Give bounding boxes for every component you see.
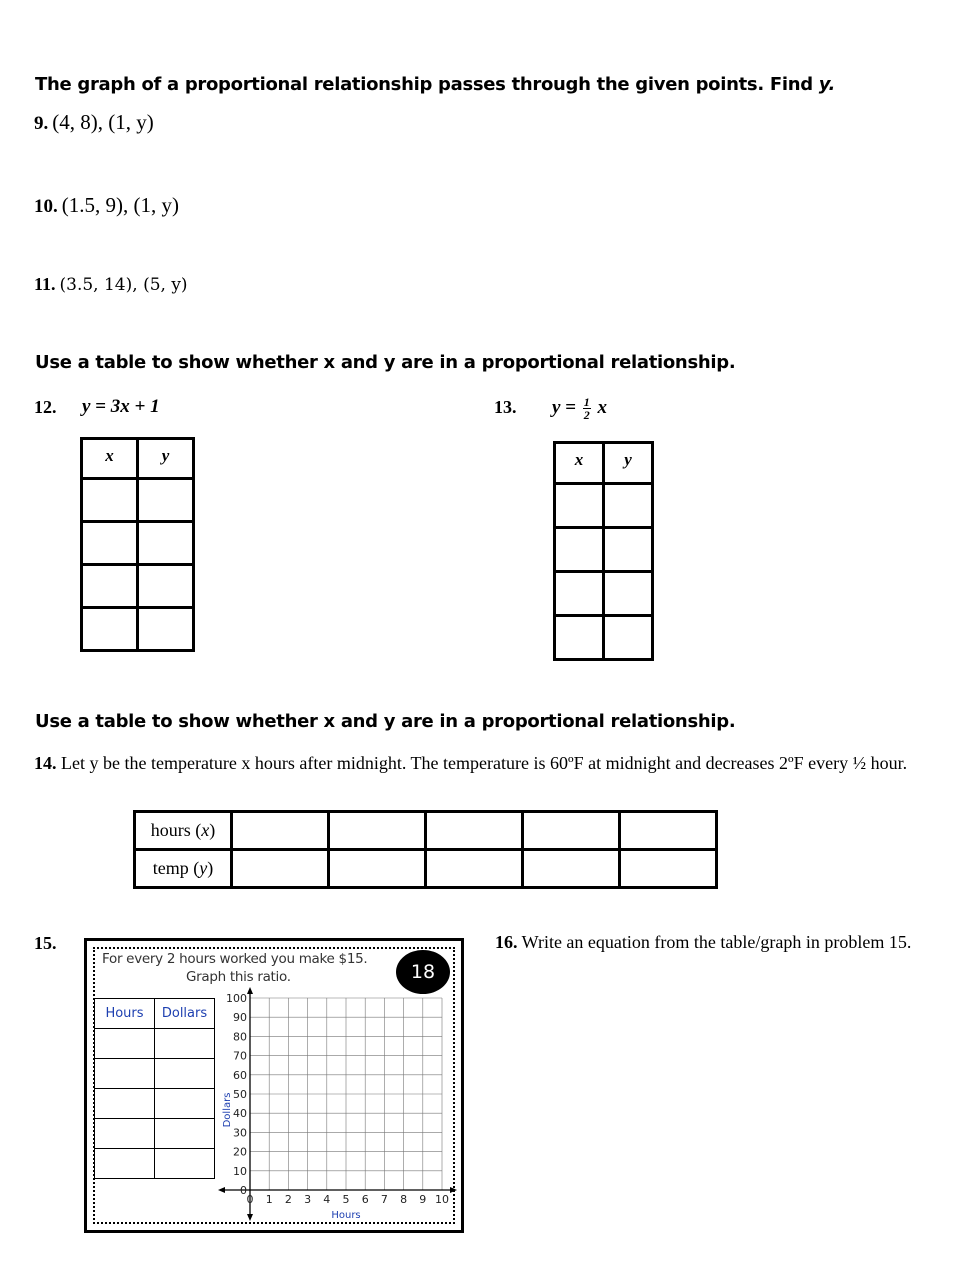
table-cell[interactable] [138, 608, 194, 651]
problem-12-table [80, 437, 195, 652]
problem-12-number: 12. [34, 397, 57, 417]
y-tick-label: 90 [233, 1011, 247, 1025]
worksheet-title-line2: Graph this ratio. [186, 969, 291, 985]
grid-lines [250, 998, 442, 1190]
problem-9-number: 9. [34, 113, 49, 134]
x-tick-label: 0 [246, 1193, 254, 1206]
table-cell[interactable] [620, 850, 717, 888]
problem-13-fraction [583, 396, 591, 421]
x-tick-label: 5 [342, 1193, 350, 1206]
x-tick-label: 10 [435, 1193, 449, 1206]
y-axis-arrow-up-icon [247, 987, 253, 994]
problem-14-text: Let y be the temperature x hours after midnight. The temperature is 60ºF at midnight and decreases 2ºF every ½ hour. [56, 753, 908, 773]
y-tick-label: 10 [233, 1164, 247, 1178]
table-cell[interactable] [155, 1149, 215, 1179]
temp-row-label [135, 850, 232, 888]
hours-label-close: ) [209, 820, 216, 840]
x-tick-label: 9 [419, 1193, 427, 1206]
table-cell[interactable] [82, 565, 138, 608]
table-cell[interactable] [95, 1089, 155, 1119]
table-cell[interactable] [138, 565, 194, 608]
table-cell[interactable] [555, 484, 604, 528]
section1-heading-text: The graph of a proportional relationship passes through the given points. Find [35, 74, 819, 95]
dollars-header: Dollars [155, 999, 215, 1029]
table-cell[interactable] [155, 1089, 215, 1119]
problem-11 [34, 274, 188, 295]
x-axis-label: Hours [331, 1210, 361, 1221]
table-cell[interactable] [138, 522, 194, 565]
problem-16 [495, 932, 911, 953]
y-tick-label: 0 [240, 1184, 247, 1197]
table-cell[interactable] [604, 616, 653, 660]
table-cell[interactable] [155, 1029, 215, 1059]
problem-16-text: Write an equation from the table/graph in problem 15. [517, 932, 912, 952]
table-cell[interactable] [232, 850, 329, 888]
problem-11-number: 11. [34, 274, 56, 294]
y-axis-arrow-down-icon [247, 1214, 253, 1221]
table-cell[interactable] [232, 812, 329, 850]
problem-15-number: 15. [34, 933, 57, 953]
problem-13-header-x: x [555, 443, 604, 484]
y-tick-label: 50 [233, 1088, 247, 1101]
problem-10 [34, 193, 179, 218]
section1-heading-var: y. [818, 74, 836, 95]
x-tick-label: 8 [400, 1193, 408, 1206]
problem-14-table [133, 810, 718, 889]
problem-14 [34, 751, 934, 775]
section2-heading: Use a table to show whether x and y are in a proportional relationship. [35, 352, 736, 373]
table-cell[interactable] [604, 528, 653, 572]
coordinate-grid[interactable] [214, 985, 458, 1225]
x-tick-label: 2 [284, 1193, 292, 1206]
y-tick-label: 100 [226, 992, 247, 1005]
table-cell[interactable] [426, 812, 523, 850]
temp-label-text: temp ( [152, 858, 200, 878]
problem-9 [34, 110, 154, 135]
table-cell[interactable] [138, 479, 194, 522]
hours-label-text: hours ( [150, 820, 202, 840]
problem-14-number: 14. [34, 753, 57, 773]
y-tick-label: 70 [233, 1049, 247, 1063]
table-cell[interactable] [555, 528, 604, 572]
problem-13-table [553, 441, 654, 661]
problem-12-header-x: x [82, 439, 138, 479]
worksheet-number-badge: 18 [396, 950, 450, 994]
hours-label-var: x [201, 820, 210, 840]
problem-13-eq-rhs: x [597, 396, 608, 418]
problem-12-header-y: y [138, 439, 194, 479]
y-tick-label: 80 [233, 1030, 247, 1044]
hours-row-label [135, 812, 232, 850]
y-tick-label: 40 [233, 1107, 247, 1121]
problem-10-number: 10. [34, 196, 58, 217]
table-cell[interactable] [329, 850, 426, 888]
y-tick-label: 60 [233, 1068, 247, 1082]
table-cell[interactable] [82, 608, 138, 651]
x-tick-label: 7 [380, 1193, 388, 1206]
hours-dollars-table [94, 998, 215, 1179]
problem-13-frac-den: 2 [583, 408, 590, 422]
problem-13-number: 13. [494, 397, 517, 417]
tick-labels [226, 992, 449, 1206]
problem-12-equation: y = 3x + 1 [82, 396, 160, 417]
table-cell[interactable] [82, 522, 138, 565]
table-cell[interactable] [95, 1029, 155, 1059]
table-cell[interactable] [604, 572, 653, 616]
problem-13-frac-num: 1 [583, 395, 590, 409]
table-cell[interactable] [95, 1059, 155, 1089]
table-cell[interactable] [95, 1119, 155, 1149]
section3-heading: Use a table to show whether x and y are in a proportional relationship. [35, 711, 736, 732]
problem-11-points: (3.5, 14), (5, y) [59, 275, 188, 295]
x-tick-label: 4 [323, 1193, 331, 1206]
problem-13-header-y: y [604, 443, 653, 484]
worksheet-title-line1: For every 2 hours worked you make $15. [102, 951, 368, 967]
problem-10-points: (1.5, 9), (1, y) [61, 193, 179, 217]
y-tick-label: 20 [233, 1145, 247, 1159]
table-cell[interactable] [523, 850, 620, 888]
y-tick-label: 30 [233, 1126, 247, 1140]
x-axis-arrow-left-icon [218, 1187, 225, 1193]
x-tick-label: 6 [361, 1193, 369, 1206]
x-tick-label: 3 [304, 1193, 312, 1206]
table-cell[interactable] [523, 812, 620, 850]
problem-16-number: 16. [495, 932, 518, 952]
table-cell[interactable] [555, 616, 604, 660]
x-tick-label: 1 [265, 1193, 273, 1206]
problem-13-equation [552, 396, 607, 421]
temp-label-close: ) [207, 858, 214, 878]
table-cell[interactable] [426, 850, 523, 888]
hours-header: Hours [95, 999, 155, 1029]
axes [218, 987, 457, 1221]
table-cell[interactable] [555, 572, 604, 616]
problem-13-eq-lhs: y = [552, 396, 577, 418]
table-cell[interactable] [620, 812, 717, 850]
table-cell[interactable] [82, 479, 138, 522]
table-cell[interactable] [155, 1059, 215, 1089]
table-cell[interactable] [95, 1149, 155, 1179]
table-cell[interactable] [604, 484, 653, 528]
problem-9-points: (4, 8), (1, y) [52, 110, 154, 134]
table-cell[interactable] [155, 1119, 215, 1149]
y-axis-label: Dollars [222, 1092, 233, 1128]
temp-label-var: y [199, 858, 208, 878]
section1-heading [35, 74, 835, 95]
table-cell[interactable] [329, 812, 426, 850]
x-axis-arrow-right-icon [450, 1187, 457, 1193]
